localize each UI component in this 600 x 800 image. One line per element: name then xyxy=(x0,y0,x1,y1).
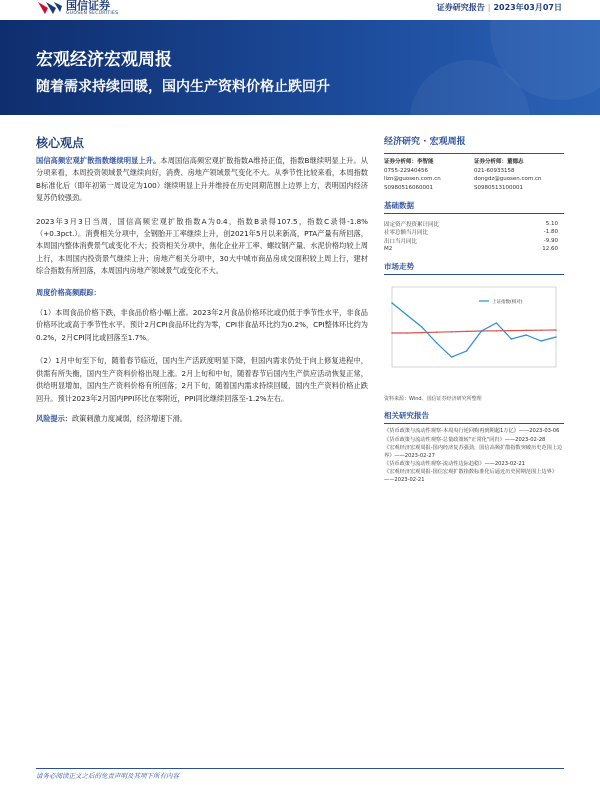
legend-label: 上证指数(相对) xyxy=(492,300,523,306)
data-point xyxy=(510,339,512,341)
analyst-phone: 0755-22940456 xyxy=(384,167,428,174)
related-date: ——2023-02-28 xyxy=(504,436,546,443)
analyst-email[interactable]: lizn@guosen.com.cn xyxy=(384,176,441,183)
data-point xyxy=(436,343,438,345)
analyst-phone: 021-60933158 xyxy=(474,167,515,174)
risk-label: 风险提示： xyxy=(36,413,72,423)
analyst-cert: S0980516060001 xyxy=(384,184,433,191)
analyst-role: 证券分析师： xyxy=(384,159,418,165)
data-point xyxy=(466,351,468,353)
table-row xyxy=(384,245,564,254)
logo-name-cn: 国信证券 xyxy=(66,0,110,12)
report-type: 证券研究报告 xyxy=(436,3,485,12)
analyst-card xyxy=(474,158,564,192)
data-point xyxy=(451,357,453,359)
paragraph-2: 2023年3月3日当周，国信高频宏观扩散指数A为0.4，指数B录得107.5，指数C录得-1.8%（+0.3pct.）。消费相关分项中，全钢胎开工率继续上升，创2021年5月以来新高，PTA产量有所回落，本周国内整体消费景气或变化不大；投资相关分项中，焦化企业开工率、螺纹钢产量、水泥价格均较上周上行，本周国内投资景气继续上升；房地产相关分项中，30大中城市商品房成交面积较上周上行，建材综合指数有所回落，本周国内房地产领域景气或变化不大。 xyxy=(36,216,368,276)
data-point xyxy=(525,330,527,332)
basic-label: 出口当月同比 xyxy=(384,238,418,245)
basic-label: 固定资产投资累计同比 xyxy=(384,221,440,228)
chart-source: 资料来源：Wind、国信证券经济研究所整理 xyxy=(384,396,482,403)
paragraph-1-lead: 国信高频宏观扩散指数继续明显上升。 xyxy=(36,156,161,165)
table-row xyxy=(384,219,564,228)
basic-value: -1.80 xyxy=(543,229,558,236)
related-title: 《货币政策与流动性观察-流动性边际趋稳》 xyxy=(384,461,485,467)
list-item[interactable] xyxy=(384,461,564,468)
sidebar xyxy=(384,134,564,485)
related-reports-heading: 相关研究报告 xyxy=(384,410,564,424)
basic-value: -9.90 xyxy=(543,237,558,244)
market-chart-svg xyxy=(384,279,564,389)
paragraph-1 xyxy=(36,155,368,205)
basic-value: 5.10 xyxy=(545,220,558,227)
sidebar-divider xyxy=(384,153,564,154)
related-reports-list xyxy=(384,428,564,484)
data-point xyxy=(391,303,393,305)
report-title: 宏观经济宏观周报 xyxy=(36,50,172,70)
data-point xyxy=(525,335,527,337)
guosen-logo xyxy=(36,0,118,16)
table-row xyxy=(384,228,564,237)
list-item[interactable] xyxy=(384,445,564,460)
related-title: 《货币政策与流动性观察-本周央行逆回购再到期超1万亿》 xyxy=(384,428,519,435)
sidebar-section-title: 经济研究 · 宏观周报 xyxy=(384,137,466,147)
related-date: ——2023-02-27 xyxy=(394,452,435,459)
analyst-name: 李智能 xyxy=(417,159,434,165)
basic-label: M2 xyxy=(384,246,393,253)
data-point xyxy=(406,333,408,335)
data-point xyxy=(496,323,498,325)
related-title: 《宏观经济宏观周报-国内经济复苏强劲，国信高频扩散指数突破历史范围上边界》 xyxy=(384,445,563,459)
series-line-0 xyxy=(392,330,556,333)
paragraph-4: （2）1月中旬至下旬，随着春节临近，国内生产活跃度明显下降，但国内需求仍处于向上修复进程中，供需有所失衡，国内生产资料价格出现上涨。2月上旬和中旬，随着春节后国内生产供应活动恢复正常，供给明显增加，国内生产资料价格有所回落；2月下旬，随着国内需求持续回暖，国内生产资料价格止跌回升。预计2023年2月国内PPI环比在零附近，PPI同比继续回落至-1.2%左右。 xyxy=(36,356,368,403)
list-item[interactable] xyxy=(384,437,564,444)
risk-body: 政策刺激力度减弱，经济增速下滑。 xyxy=(71,413,187,423)
core-views-section xyxy=(36,134,368,425)
paragraph-3: （1）本周食品价格下跌，非食品价格小幅上涨。2023年2月食品价格环比或仍低于季节性水平，非食品价格环比或高于季节性水平。预计2月CPI食品环比约为零，CPI非食品环比约为0.2%，CPI整体环比约为0.2%，2月CPI同比或回落至1.7%。 xyxy=(36,308,368,342)
price-tracking-heading: 周度价格高频跟踪： xyxy=(36,287,101,297)
guosen-logo-icon xyxy=(36,0,62,16)
related-title: 《宏观经济宏观周报-国信宏观扩散指数标准化后逼近历史同期范围上边界》 xyxy=(384,469,558,476)
data-point xyxy=(421,327,423,329)
basic-label: 社零总额当月同比 xyxy=(384,230,429,237)
market-trend-chart xyxy=(384,279,564,393)
data-point xyxy=(555,330,557,332)
related-date: ——2023-02-21 xyxy=(384,476,425,483)
data-point xyxy=(481,331,483,333)
data-point xyxy=(496,330,498,332)
report-meta xyxy=(437,2,562,13)
data-point xyxy=(436,332,438,334)
plot-frame xyxy=(392,287,556,367)
disclaimer-notice: 请务必阅读正文之后的免责声明及其项下所有内容 xyxy=(36,772,179,780)
related-title: 《货币政策与流动性观察-总量政策转"正常化"回归》 xyxy=(384,436,505,443)
data-point xyxy=(540,330,542,332)
logo-name-en: GUOSEN SECURITIES xyxy=(66,11,119,16)
report-date: 2023年03月07日 xyxy=(493,3,562,12)
core-views-heading: 核心观点 xyxy=(36,136,85,150)
title-banner xyxy=(0,20,600,115)
related-date: ——2023-02-21 xyxy=(484,461,525,467)
data-point xyxy=(555,337,557,339)
data-point xyxy=(421,332,423,334)
data-point xyxy=(451,331,453,333)
market-trend-heading: 市场走势 xyxy=(384,261,564,275)
risk-note xyxy=(36,413,368,425)
table-row xyxy=(384,236,564,245)
footer-divider xyxy=(36,768,564,769)
basic-value: 12.60 xyxy=(542,246,558,253)
related-date: ——2023-03-06 xyxy=(518,428,560,435)
analyst-list xyxy=(384,158,564,192)
data-point xyxy=(466,331,468,333)
data-point xyxy=(391,333,393,335)
basic-data-heading: 基础数据 xyxy=(384,200,564,214)
analyst-name: 董德志 xyxy=(507,159,524,165)
data-point xyxy=(510,330,512,332)
data-point xyxy=(540,341,542,343)
analyst-cert: S0980513100001 xyxy=(474,184,523,191)
paragraph-1-body: 本周国信高频宏观扩散指数A维持正值，指数B继续明显上升。从分项来看，本周投资领域景气继续向好，消费、房地产领域景气变化不大。从季节性比较来看，本周指数B标准化后（即年初第一周设定为100）继续明显上升并维持在历史同期范围上边界上方，表明国内经济复苏仍较强劲。 xyxy=(36,156,368,203)
analyst-role: 证券分析师： xyxy=(474,159,508,165)
basic-data-table xyxy=(384,219,564,253)
report-subtitle: 随着需求持续回暖，国内生产资料价格止跌回升 xyxy=(36,79,330,95)
analyst-email[interactable]: dongdz@guosen.com.cn xyxy=(474,176,542,183)
data-point xyxy=(406,315,408,317)
header-bar xyxy=(0,0,600,18)
list-item[interactable] xyxy=(384,428,564,435)
meta-separator: | xyxy=(487,3,491,12)
list-item[interactable] xyxy=(384,469,564,484)
analyst-card xyxy=(384,158,474,192)
